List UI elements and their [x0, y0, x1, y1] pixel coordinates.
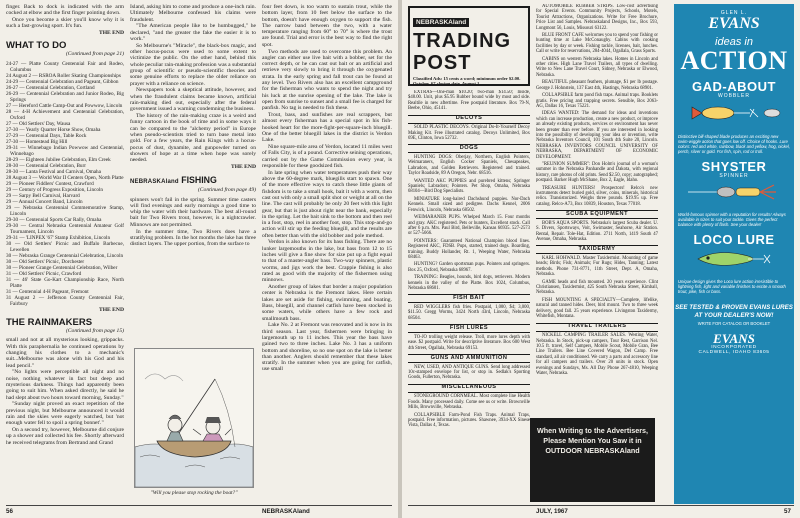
event-listing: 30 — Old Settlers' Picnic, Dorchester	[6, 258, 85, 265]
classified-ad: POINTERS: Guaranteed National Champion blood lines. Registered AKC, FDSB. Pups, started, trained dogs. Boarding, training. Buddy Hollander, Rt. 1, Weeping Water, Nebraska 68463.	[408, 238, 530, 260]
evans-corporate-signature	[674, 332, 794, 355]
product-description: Distinctive bill-shaped blade produces an exciting new swim-wiggle action that goes low off. Choice of hooks. Lure colors: red and white, rainbow, black and yellow, frog, nickel, perch, silver or gold. For fish, spin, rod or troll.	[678, 134, 790, 154]
advertisers-notice: When Writing to the Advertisers, Please Mention You Saw it in OUTDOOR NEBRASKAland	[530, 418, 655, 502]
fishing-paragraph: Two methods are used to overcome this problem. An angler can either use live bait with a bobber, set for the correct depth, or he can cast out bait or an artificial and retrieve very slowly to bring it through the oxygenated strata. In the early spring and fall trout can be found at any level. Two Rivers also has an excellent campground for the fisherman who wants to spend the night and try his luck at the sunrise opening of the lake. The lake is open from sunrise to sunset and a small fee is charged for panfish. No tag is needed to fish these.	[262, 48, 392, 112]
event-listing: 29-30 — Central Nebraska Centennial Amateur Golf Tournament, Lincoln	[6, 222, 124, 235]
product-subtitle: WOBBLER	[717, 93, 750, 99]
evans-corp-name: EVANS	[713, 331, 755, 346]
event-listing: 31 August 2 — Jefferson County Centennial Fair, Fairbury	[6, 294, 124, 307]
event-listing: 29-31 — 'LINPEX '67' Stamp Exhibition, Lincoln	[6, 234, 111, 241]
right-page	[402, 0, 800, 518]
trading-post-header	[408, 6, 530, 86]
fishing-paragraph: spinners won't fail in the spring. Summer time casters will find evenings and early mornings a good time to whip the water with their hardware. The best all-round bait for Two Rivers trout, however, is a nightcrawler. Minnows are not permitted.	[130, 196, 256, 228]
classified-category-heading: TRAVEL TRAILERS	[536, 323, 658, 332]
event-listing: 26-27 — Centennial Celebration, Cortland	[6, 84, 95, 91]
product-loco-lure	[678, 233, 790, 294]
spinner-lure-icon	[678, 179, 790, 205]
classified-ad: EXTRAS—One-man $10.20; two-man $14.50; Inside, $48.00. Unit, plus $5.95 Rubber bound wide by most and side. Realtile in new aftertime. Free postpaid literature. Box 79-N, Beebe, Ohio, 45141.	[408, 90, 530, 112]
classified-ad: HUNTING DOGS: Oberjay, Northern, English Pointers, Weimaraners, English Cocker Spaniels, Chesapeakes, Labradors, and Golden Retrievers. Registered and trained. Taylor Roadside, 89 A Oregon, Nebr. 68516.	[408, 155, 530, 177]
fishing-heading-brand: NEBRASKAland	[130, 179, 179, 186]
rainmakers-paragraph: small and not at all mysterious looking, grippacks. With this paraphernalia he continued operations by changing his clothes to a mechanic's suit...Melbourne was alone with his God and his lead pencil."	[6, 337, 124, 369]
event-listing: 29 — Annual Concert Band, Lincoln	[6, 198, 83, 205]
trading-post-brand: NEBRASKAland	[413, 18, 469, 27]
evans-call-to-action: SEE TESTED & PROVEN EVANS LURES AT YOUR DEALER'S NOW!	[675, 304, 793, 319]
headline-action: ACTION	[680, 46, 788, 75]
left-column-1	[6, 4, 124, 504]
evans-corp-suffix: INCORPORATED	[711, 345, 757, 350]
event-listing: 29 — Pioneer Fiddlers' Contest, Crawford	[6, 180, 94, 187]
event-listing: 24-29 — Centennial Celebration and Pageant, Gibbon	[6, 78, 119, 85]
classified-ad: WANTED AKC PUPPIES and purebred kittens; Springer Spaniels; Labradors; Pointers. Pet Shop, Omaha, Nebraska 68104—Bird Dog Specialists.	[408, 178, 530, 195]
fishing-paragraph: Trout, bass, and sunfishes are real scrappers, but almost every fisherman has a special spot in his fish-hooked heart for the more-fight-per-square-inch bluegill. One of the better bluegill lakes in the district is Verdon Lake.	[262, 112, 392, 144]
fishing-paragraph: In late spring when water temperatures push their way above the 60-degree mark, bluegills start to spawn. One of the more effective ways to catch these little giants of fishdom is to take a small hook, bait it with a worm, then cast out with only a small split shot or weight at all on the line. The cast will probably be only 20 feet with this light gear, but that is just about right near the bank, especially in the spring. Let the bait sink to the bottom and then reel in a foot, stop, reel in another foot, stop. This stop-and-go action will stir up the feeding bluegill, and the results are often better than with the old bobber and pole method.	[262, 169, 392, 239]
event-listing: 28 August 3 — World War II Centers Open, North Platte	[6, 174, 124, 181]
loco-lure-icon	[678, 246, 790, 272]
classified-ad: TRAINING: Beagles, hounds, bird dogs, retrievers. Modern kennels in the valley of the Platte. Box 1024, Columbus, Nebraska 68601.	[408, 275, 530, 291]
classified-ad: WEIMARANER PUPS. Whelped March 15. Four months and gray. AKC registered. Pets or hunters, Excellent stock. Call after 6 p.m. Mrs. Paul Bird, Belleville, Kansas 66935. 527-2573 or 527-5666.	[408, 215, 530, 237]
rainmakers-cont-paragraph: Island, asking him to come and produce a one-inch rain. Ultimately Melbourne confessed his claims were fraudulent.	[130, 4, 256, 23]
rainmakers-cont-paragraph: The history of the rain-making craze is a weird and funny cartoon in the book of time and in some ways it can be compared to the "alchemy period" in Europe when pseudo-scientists tried to turn base metal into gold. For a few years, the Rain Kings with a hocus-pocus of dust, dynamite, and gunpowder turned on showers of hope at a time when hope was sorely needed.	[130, 113, 256, 164]
wobbler-lure-icon	[678, 99, 790, 127]
event-listing: 28-30 — Lanta Festival and Carnival, Omaha	[6, 168, 101, 175]
event-listing: 26-29 — Centennial Celebration and Junior Rodeo, Big Springs	[6, 90, 124, 103]
classified-category-heading: DECOYS	[408, 115, 530, 124]
fishing-paragraph: Lake No. 2 at Fremont was renovated and is now in its third season. Last year, fishermen were bringing in largemouth up to 11 inches. This year the bass have gained two to three inches. Lake No. 3 has a uniform bottom and shoreline, so no one spot on the lake is better than another. Anglers should remember that these lakes stratify. In the summer when you are going for catfish, use small	[262, 322, 392, 373]
event-listing: 27-29 — Centennial Days, Table Rock	[6, 132, 87, 139]
event-listing: 28-29 — Eighteen Jubilee Celebration, Elm Creek	[6, 156, 111, 163]
product-name: SHYSTER	[701, 159, 767, 174]
classified-category-heading: GUNS AND AMMUNITION	[408, 354, 530, 363]
rainmakers-cont-paragraph: So Melbourne's "Miracle", the black-box magic, and other hocus-pocus were used to some extent to victimize the public. On the other hand, behind this whole peculiar rain-making profession was a substantial group of scientific or pseudo-scientific theories and some genuine efforts to replace the older reliance on prayer with a reliance on science.	[130, 42, 256, 87]
classified-ad: AUTOMOBILE RUBBER STRIPS. Low-cost advertising for Special Events. Community Projects, Schools, Motels, Tourist Attractions, Organizations. Write for Free Brochure, Price List and Samples. Nebraskaland Designs, Inc., Box 593, Longmont 56, Louis, Missouri 63122.	[536, 4, 658, 31]
event-listing: 31 — Old Settlers' Picnic, Crawford	[6, 270, 82, 277]
classified-ad: NEW, USED, AND ANTIQUE GUNS. Send long addressed 10c-stamped envelope for list, or stop in. Sedlak's Sporting Goods, Fullerton, Nebraska.	[408, 364, 530, 381]
page-number-left: 56	[6, 508, 13, 515]
intro-paragraph-2: Once you become a skier you'll know why it is such a fast-growing sport. It's fun.	[6, 17, 124, 30]
classified-category-heading: TAXIDERMY	[536, 245, 658, 254]
event-listing: 31 — 46' State Go-Kart Championship Race, North Platte	[6, 276, 124, 289]
rainmakers-paragraph: "Sunday night proved an exact repetition of the previous night, but Melbourne announced it would rain and the skies were eagerly watched, but 'not enough water fell to spoil a spring bonnet'."	[6, 401, 124, 427]
evans-corp-address: CALDWELL, IDAHO 83605	[698, 350, 770, 355]
event-listing: 31 — Centennial 4-H Pageant, Fremont	[6, 288, 89, 295]
classified-category-heading: FISH LURES	[408, 324, 530, 333]
classified-ad: FISH MOUNTING A SPECIALTY—Complete, lifelike, natural and tanned hides. Deer, bird mount. Two to three week delivery, good fall. 25 years experience. Livingston Taxidermy, Whitefish, Montana.	[536, 297, 658, 320]
event-listing: 30 — Old Settlers' Picnic and Buffalo Barbecue, Lewellen	[6, 240, 124, 253]
fishing-paragraph: In the summer time, Two Rivers does have a stratifying problem. In the hot months the lake has three distinct layers. The upper portion, from the surface to	[130, 228, 256, 248]
fishing-paragraph: Another group of lakes that border a major population center is Nebraska is the Fremont lakes. Here certain lakes are set aside for fishing, swimming, and boating. Bass, bluegill, and channel catfish have been stocked in some waters, while others have a few rock and smallmouth bass.	[262, 284, 392, 322]
classified-ad: MINIATURE long-haired Dachshund puppies. Nor-Dach Kennels. Small sized and pedigree. Dachs Kennel, 2006 Fenwick, Lincoln, Nebraska 68502.	[408, 196, 530, 213]
classified-ad: COLLAPSIBLE Farm-Pond Fish Traps. Animal Traps, postpaid. Free information, pictures. Shawnee, 3934-XX Sinese Vista, Dallas 4, Texas.	[408, 412, 530, 429]
cartoon-caption: "Will you please stop rocking the boat?"	[150, 490, 238, 496]
fishing-paragraph: four feet down, is too warm to sustain trout, while the bottom layer, from 10 feet below the surface to the bottom, doesn't have enough oxygen to support the fish. The narrow band between the two, with a water temperature ranging from 60° to 70° is where the trout are found. Trial and error is the best way to find the right spot.	[262, 4, 392, 48]
event-listing: 27 — Old Settlers' Day, Wausa	[6, 120, 71, 127]
end-mark: THE END	[98, 30, 124, 37]
classifieds-column-a	[408, 90, 530, 502]
trading-post-rates: Classified Ads: 15 cents a word; minimum order $2.00. October, 67 closing date, August 1	[413, 76, 521, 87]
event-listing: 27-30 — Yearly Quarter Horse Show, Omaha	[6, 126, 101, 133]
event-listing: 28 — 4-H Achievement and Centennial Celebration, Oxford	[6, 108, 124, 121]
left-column-3	[262, 4, 392, 504]
classified-ad: KARL HOHWALD. Master Taxidermist. Mounting of game heads; Birds; Fish; Animals; Fur Rugs; Hides, Tanning; Latest methods. Phone 731-8771, 11th Street, Dept. A, Omaha, Nebraska.	[536, 256, 658, 278]
event-listing: 29 — Nebraska Centennial Commemorative Stamp, Lincoln	[6, 204, 124, 217]
fishing-paragraph: Nine square-mile area of Verdon, located 11 miles west of Falls City, is of a pound. Corrective seining operations, carried out by the Game Commission every year, is responsible for these goodsized fish.	[262, 144, 392, 169]
rainmakers-cont-paragraph: Newspapers took a skeptical attitude, however, and when the fraudulent claims became known, artificial rain-making died out, especially after the federal government issued a warning condemning the business.	[130, 87, 256, 113]
footer-rule	[6, 505, 392, 506]
classifieds-column-b	[536, 4, 658, 414]
evans-brand	[674, 10, 794, 32]
classified-ad: NICKELL CAMPING TRAILER SALES. Westing Water, Nebraska. In Stock, pick-up campers, Tour Rest, Garrison Nel. 10.5 ft. travel, Self Campers, Mobile Scout, Mobile Gran, Bee Line Trailers. Bee Line Covered Wagon, Del Camp. Free standard, all air conditioned. We carry a parts and accessory line for all campers and trailers. Over 20 units in stock. Open evenings and Sundays, Ms. All Day Phone 267-4810, Weeping Water, Nebraska.	[536, 333, 658, 376]
classified-ad: TO-JO trolling weight release. Troll, more lures depth with ease. $2 postpaid. Write for descriptive literature. Box 600 West 4th Street, Ogallala, Nebraska 69153.	[408, 334, 530, 351]
intro-paragraph-1: finger. Back to dock is indicated with the arm cocked at elbow and the first finger pointing down.	[6, 4, 124, 17]
classified-ad: GAME heads and fish mounted. 20 years experience. Clint Christiansen, Taxidermist, 425 South Nebraska Street, Kimball, Nebraska.	[536, 279, 658, 296]
what-to-do-heading: WHAT TO DO	[6, 40, 67, 52]
fishing-heading	[130, 175, 256, 187]
fishing-heading-title: FISHING	[181, 175, 217, 186]
event-listing: 29-31 — Winnebago Indian Powwow and Centennial, Winnebago	[6, 144, 124, 157]
product-subtitle: SPINNER	[719, 173, 749, 179]
classified-ad: HUNTING? Garden sportsman pups. Pointers and springers. Box 25, Oxford, Nebraska 68967.	[408, 262, 530, 273]
rainmakers-cont-paragraph: "The American people like to be humbugged," he declared, "and the greater the fake the easier it is to work."	[130, 23, 256, 42]
cartoon-drawing	[135, 349, 253, 487]
rainmakers-paragraph: "No lights were perceptible all night and no noise, nothing whatever in fact but deep and mysterious darkness. Things had apparently been going to suit him. When asked directly, he said he had slept about two hours toward morning, Sunday."	[6, 369, 124, 401]
product-description: Unique design gives the Loco lure action irresistible to lightning fish, light and variable finishes to excite a smooth trout, pike, fish or bass.	[678, 279, 786, 294]
evans-catalog-note: WRITE FOR CATALOG OR BOOKLET	[697, 321, 771, 326]
left-page	[0, 0, 398, 518]
evans-brand-top: GLEN L.	[720, 10, 748, 16]
trading-post-title-2: POST	[413, 52, 472, 74]
classified-category-heading: MISCELLANEOUS	[408, 384, 530, 393]
events-list	[6, 61, 124, 307]
classified-ad: BLUE FRONT CAFE welcomes you to spend your fishing or hunting time at Lake McConaughy. Cabins with cooking facilities by day or week. Fishing tackle, licenses, bait, lunches. Call or write for reservations, 284-4044, Ogallala, Grass Sports.	[536, 33, 658, 55]
classified-ad: SOLID PLASTIC DECOYS. Original Do-It-Yourself Decoy Making Kit. Free illustrated catalog. Decoys Unlimited, Box 69E, Clinton, Iowa 52732.	[408, 125, 530, 142]
rainmakers-paragraph: On a second try, however, Melbourne did conjure up a shower and collected his fee. Shortly afterward he received telegrams from Bertrand and Grand	[6, 427, 124, 446]
classified-ad: RED WIGGLERS fish fries. Postpaid, 1,000, $4; 3,000, $11.50. Gregg Worms, 3424 North 43rd, Lincoln, Nebraska 68504.	[408, 304, 530, 321]
product-name: GAD-ABOUT	[692, 79, 776, 94]
footer-rule	[408, 505, 794, 506]
product-description: World-famous spinner with a reputation for results! Always available in sizes to suit your tackle. Gives the perfect balance with plenty of flash. See your dealer!	[678, 212, 786, 227]
cartoon-illustration	[134, 348, 254, 488]
classified-ad: BOB'S AQUA SPORTS. Nebraska's largest Scuba dealer. U. S. Divers, Sportsways, Voit, Swimaster, Seahorse, Air Station. Rental, Repair. Tole-Hat, Edition. 2711 North, 1419 South 47 Avenue, Omaha, Nebraska.	[536, 220, 658, 243]
evans-lures-ad	[674, 4, 794, 504]
classified-ad: IDEAS WANTED: The demand for ideas and inventions which can increase production, create a new product, or improve an already existing products, services or environment has never been greater than ever before. If you are interested in looking into the possibility of developing your idea or invention, write Nebraska Inventors Council, 101 South 4th Suite 20, Lincoln. NEBRASKA INVENTORS COUNCIL UNIVERSITY OF NEBRASKA, DEPARTMENT OF ECONOMIC DEVELOPMENT.	[536, 111, 658, 160]
trading-post-title-1: TRADING	[413, 30, 512, 52]
end-mark: THE END	[98, 306, 124, 313]
product-shyster	[678, 160, 790, 227]
fishing-continued: (Continued from page 49)	[197, 187, 256, 194]
classified-ad: TREASURE HUNTERS! Prospectors! Relco's new instruments detect buried gold, silver, coins, minerals, historical relics. Transistorized. Weighs three pounds. $19.95 up. Free catalog. Relco-A73, Box 10839, Houston, Texas 77018.	[536, 185, 658, 207]
event-listing: 30 — Pioneer Grange Centennial Celebration, Wilber	[6, 264, 118, 271]
event-listing: 29-30 — Centennial Sports Car Rally, Omaha	[6, 216, 102, 223]
fishing-paragraph: Verdon is also known for its bass fishing. There are no lunker largemouths in the lake, but bass from 12 to 15 inches will give a fine show for size put up a fight equal to that of a master-angler bass. Two-way spinners, plastic worms, and jigs work the best. Crappie fishing is also rated as good with the majority of the fishermen using minnows.	[262, 239, 392, 284]
product-gad-about	[678, 80, 790, 154]
headline-ideas: ideas in	[715, 36, 753, 48]
event-listing: 24-27 — Platte County Centennial Fair and Rodeo, Columbus	[6, 60, 124, 73]
event-listing: 27 — Hereford Cattle Camp-Out and Powwow, Lincoln	[6, 102, 123, 109]
event-listing: 28-30 — Centennial Celebration, Burr	[6, 162, 86, 169]
rainmakers-continued: (Continued from page 15)	[65, 328, 124, 335]
rainmakers-heading: THE RAINMAKERS	[6, 317, 93, 329]
classified-ad: BEAUTIFUL pheasant feathers, plumage, $1 per lb postage. George J. Hohnstein, 137 East 4th, Hastings, Nebraska 68901.	[536, 80, 658, 91]
magazine-name-footer: NEBRASKAland	[262, 508, 310, 515]
page-number-right: 57	[784, 508, 791, 515]
event-listing: 29 — Sarpy Bell Carnival, Harvard	[6, 192, 80, 199]
classified-category-heading: FISH BAIT	[408, 294, 530, 303]
classified-ad: STONEGROUND CORNMEAL. Most complete line Health Foods. Many processed daily. Come see us or write. Brownville Mills, Brownville, Nebraska.	[408, 394, 530, 411]
classified-category-heading: SCUBA EQUIPMENT	[536, 210, 658, 219]
classified-ad: "REUNION SUMMER": Don Holm's journal of a woman's summer in the Nebraska Panhandle and Dakota, with regional history, rare photos of old prints. Send $2.50, copy; autographed; postpaid. Barker Hugh McShane, Box 2, Eagle, Idaho.	[536, 161, 658, 184]
classified-ad: CABINS on western Nebraska lakes. Homes in Lincoln and other cities. High Lane Travel Trailers, all types of dwelling. Write to New Lane Travel Court, Sidney, Nebraska or Elwood, Nebraska.	[536, 56, 658, 78]
event-listing: 24 August 2 — RSROA Roller Skating Championships	[6, 72, 121, 79]
event-listing: 27-30 — Homestead Big Hill	[6, 138, 68, 145]
product-name: LOCO LURE	[693, 232, 775, 247]
classified-ad: COLLAPSIBLE farm pond fish traps. Animal traps. Booklets gratis. Free pricing and trapping secrets. Sensible, Box 2063-AG, Dallas 16, Texas 75221.	[536, 93, 658, 109]
classified-category-heading: DOGS	[408, 144, 530, 153]
event-listing: 30 — Nebraska Grange Centennial Celebration, Lincoln	[6, 252, 124, 259]
issue-date-footer: JULY, 1967	[536, 508, 568, 515]
end-mark: THE END	[230, 163, 256, 170]
event-listing: 29 — Century of Progress Exposition, Lincoln	[6, 186, 103, 193]
what-to-do-continued: (Continued from page 21)	[65, 51, 124, 58]
evans-brand-name: EVANS	[708, 15, 760, 32]
